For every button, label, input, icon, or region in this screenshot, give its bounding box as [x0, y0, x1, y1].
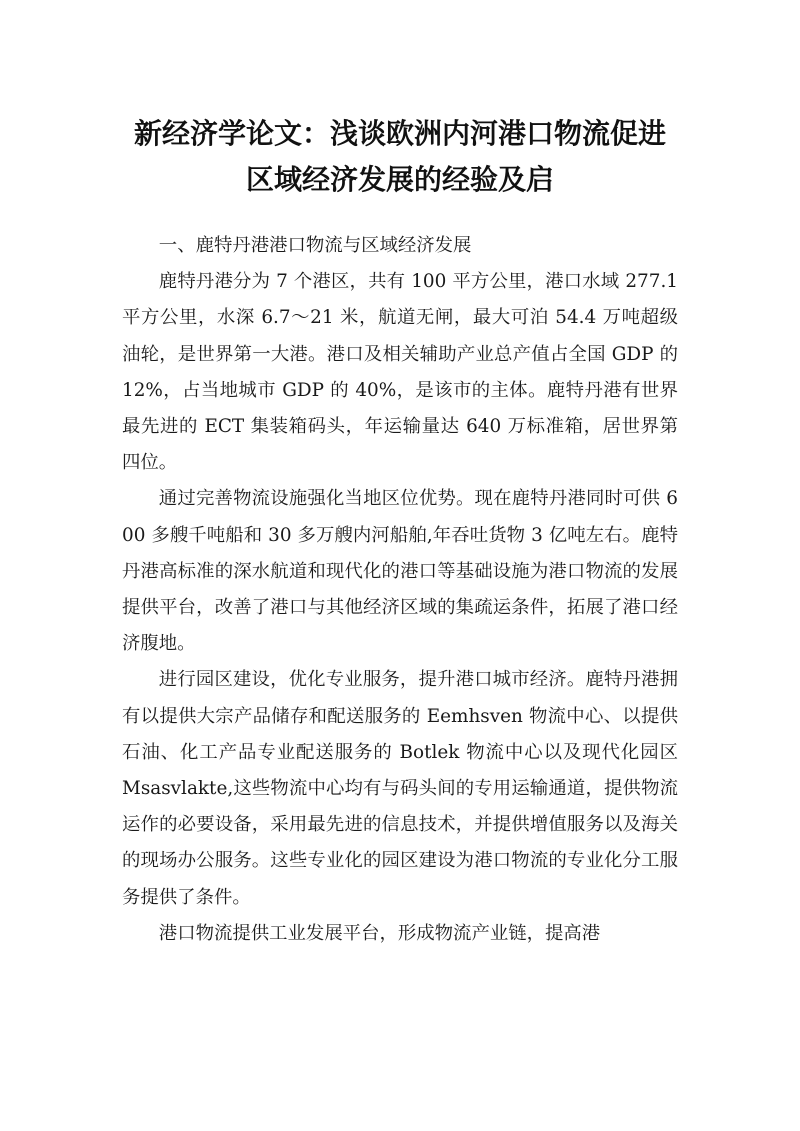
paragraph: 通过完善物流设施强化当地区位优势。现在鹿特丹港同时可供 600 多艘千吨船和 30 多万艘内河船舶,年吞吐货物 3 亿吨左右。鹿特丹港高标准的深水航道和现代化的港口等基础设施为港口物流的发展提供平台，改善了港口与其他经济区域的集疏运条件，拓展了港口经济腹地。 — [122, 488, 678, 655]
title-line-1: 新经济学论文：浅谈欧洲内河港口物流促进 — [133, 116, 666, 150]
section-heading: 一、鹿特丹港港口物流与区域经济发展 — [158, 235, 472, 256]
document-body — [122, 228, 678, 952]
title-line-2: 区域经济发展的经验及启 — [245, 162, 554, 196]
document-title — [100, 111, 700, 203]
paragraph: 进行园区建设，优化专业服务，提升港口城市经济。鹿特丹港拥有以提供大宗产品储存和配送服务的 Eemhsven 物流中心、以提供石油、化工产品专业配送服务的 Botlek 物流中心以及现代化园区 Msasvlakte,这些物流中心均有与码头间的专用运输通道，提供物流运作的必要设备，采用最先进的信息技术，并提供增值服务以及海关的现场办公服务。这些专业化的园区建设为港口物流的专业化分工服务提供了条件。 — [122, 669, 678, 908]
paragraph: 港口物流提供工业发展平台，形成物流产业链，提高港 — [158, 922, 601, 944]
paragraph: 鹿特丹港分为 7 个港区，共有 100 平方公里，港口水域 277.1 平方公里，水深 6.7～21 米，航道无闸，最大可泊 54.4 万吨超级油轮，是世界第一大港。港口及相关辅助产业总产值占全国 GDP 的 12%，占当地城市 GDP 的 40%，是该市的主体。鹿特丹港有世界最先进的 ECT 集装箱码头，年运输量达 640 万标准箱，居世界第四位。 — [122, 271, 678, 474]
